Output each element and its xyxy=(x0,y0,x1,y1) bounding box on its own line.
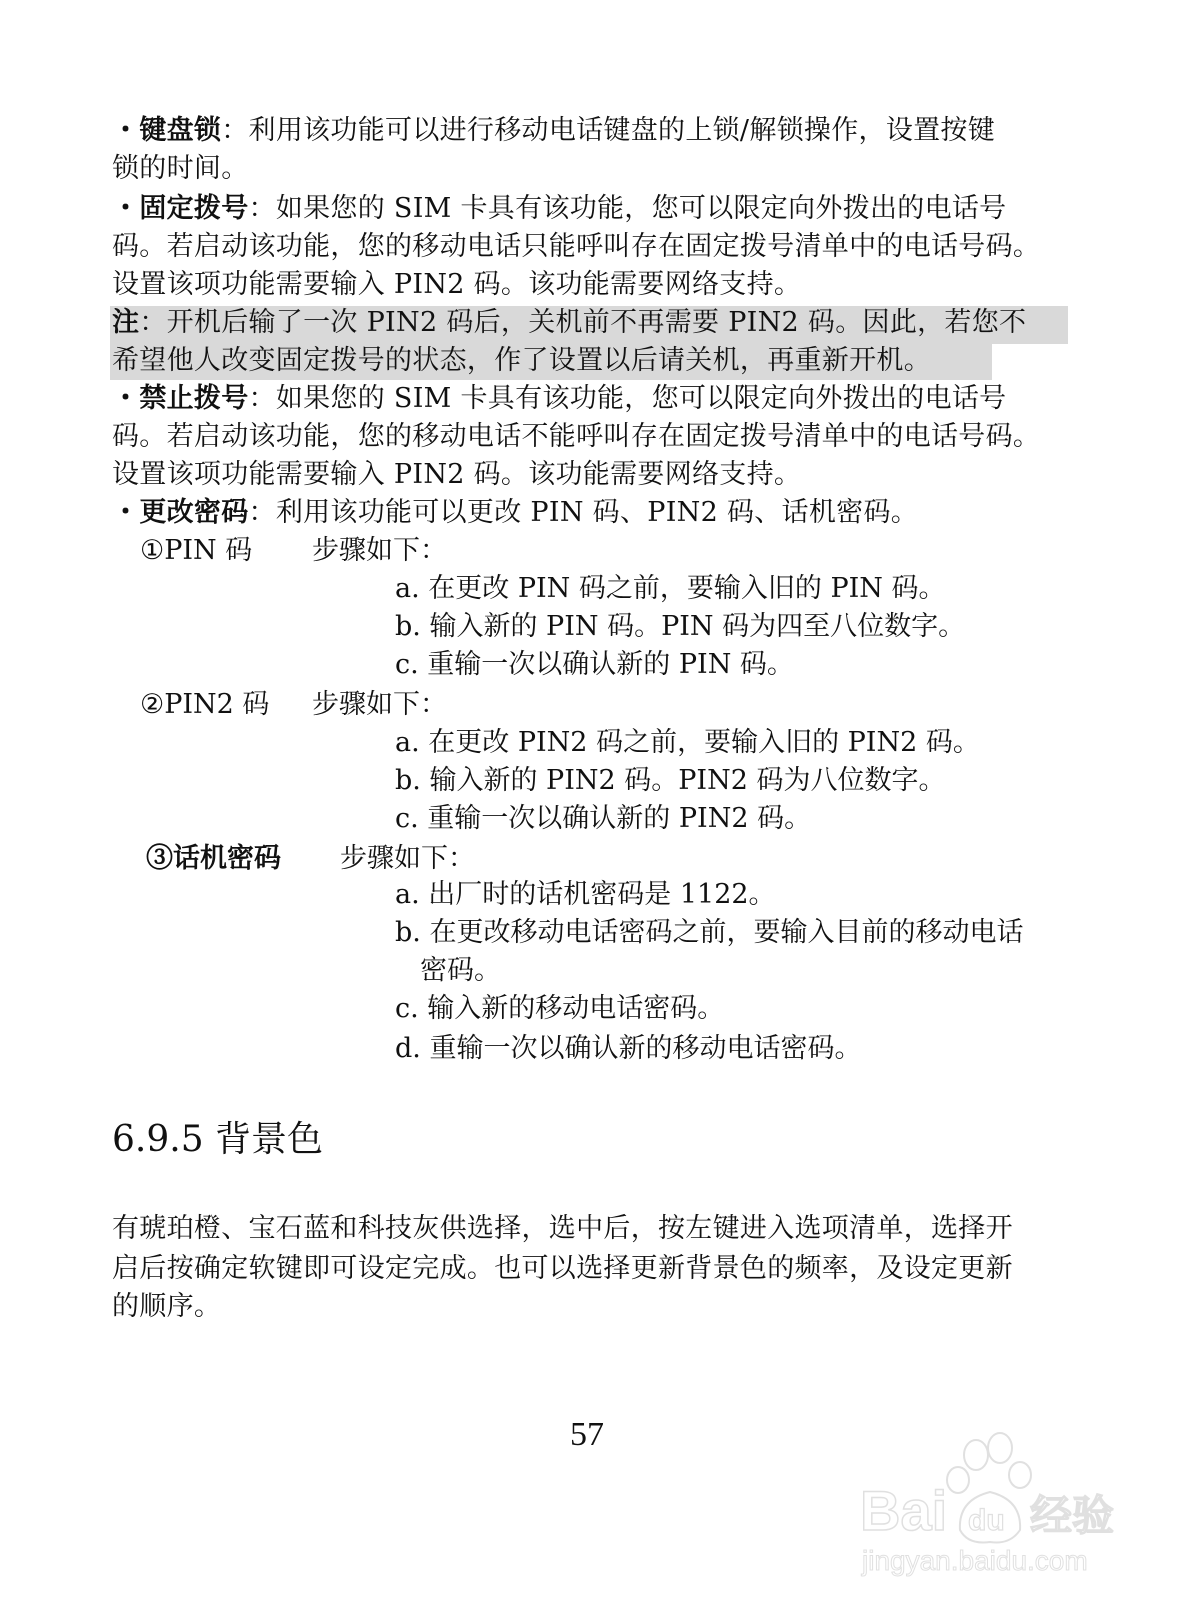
phone-password-step-c: c. 输入新的移动电话密码。 xyxy=(395,993,725,1024)
change-password-line-1 xyxy=(112,494,918,532)
pin2-step-b: b. 输入新的 PIN2 码。PIN2 码为八位数字。 xyxy=(395,765,946,796)
barred-dial-line-2: 码。若启动该功能，您的移动电话不能呼叫存在固定拨号清单中的电话号码。 xyxy=(112,421,1041,452)
section-body-line-3: 的顺序。 xyxy=(112,1291,222,1322)
pin-section-intro: 步骤如下： xyxy=(312,535,447,566)
keylock-desc: ：利用该功能可以进行移动电话键盘的上锁/解锁操作，设置按键 xyxy=(221,115,996,146)
baidu-jingyan-watermark xyxy=(850,1420,1120,1590)
change-password-term: 更改密码 xyxy=(139,497,249,528)
bullet: ・ xyxy=(112,383,140,414)
keylock-line-1 xyxy=(112,112,995,150)
barred-dial-desc: ：如果您的 SIM 卡具有该功能，您可以限定向外拨出的电话号 xyxy=(248,383,1007,414)
svg-text:经验: 经验 xyxy=(1030,1491,1115,1540)
baidu-paw-icon xyxy=(850,1420,1120,1590)
barred-dial-line-1 xyxy=(112,380,1007,418)
phone-password-section-intro: 步骤如下： xyxy=(340,843,475,874)
pin-step-b: b. 输入新的 PIN 码。PIN 码为四至八位数字。 xyxy=(395,611,966,642)
phone-password-step-b-cont: 密码。 xyxy=(420,955,501,986)
svg-text:jingyan.baidu.com: jingyan.baidu.com xyxy=(862,1545,1088,1576)
bullet: ・ xyxy=(112,115,140,146)
note-line-1 xyxy=(112,304,1026,342)
pin-step-c: c. 重输一次以确认新的 PIN 码。 xyxy=(395,649,794,680)
keylock-line-2: 锁的时间。 xyxy=(112,153,249,184)
phone-password-step-d: d. 重输一次以确认新的移动电话密码。 xyxy=(395,1033,862,1064)
section-body-line-1: 有琥珀橙、宝石蓝和科技灰供选择，选中后，按左键进入选项清单，选择开 xyxy=(112,1213,1013,1244)
phone-password-step-b: b. 在更改移动电话密码之前，要输入目前的移动电话 xyxy=(395,917,1024,948)
keylock-term: 键盘锁 xyxy=(139,115,222,146)
svg-text:du: du xyxy=(968,1504,1005,1537)
pin2-step-a: a. 在更改 PIN2 码之前，要输入旧的 PIN2 码。 xyxy=(395,727,980,758)
note-line-2: 希望他人改变固定拨号的状态，作了设置以后请关机，再重新开机。 xyxy=(112,345,931,376)
pin2-section-label: ②PIN2 码 xyxy=(140,689,270,720)
page-number: 57 xyxy=(570,1416,604,1453)
barred-dial-line-3: 设置该项功能需要输入 PIN2 码。该功能需要网络支持。 xyxy=(112,459,802,490)
pin-step-a: a. 在更改 PIN 码之前，要输入旧的 PIN 码。 xyxy=(395,573,946,604)
fixed-dial-desc: ：如果您的 SIM 卡具有该功能，您可以限定向外拨出的电话号 xyxy=(248,193,1007,224)
bullet: ・ xyxy=(112,497,140,528)
fixed-dial-line-1 xyxy=(112,190,1007,228)
fixed-dial-line-3: 设置该项功能需要输入 PIN2 码。该功能需要网络支持。 xyxy=(112,269,802,300)
change-password-desc: ：利用该功能可以更改 PIN 码、PIN2 码、话机密码。 xyxy=(248,497,919,528)
section-heading: 6.9.5 背景色 xyxy=(112,1119,324,1160)
section-body-line-2: 启后按确定软键即可设定完成。也可以选择更新背景色的频率，及设定更新 xyxy=(112,1253,1013,1284)
fixed-dial-line-2: 码。若启动该功能，您的移动电话只能呼叫存在固定拨号清单中的电话号码。 xyxy=(112,231,1041,262)
pin-section-label: ①PIN 码 xyxy=(140,535,253,566)
pin2-step-c: c. 重输一次以确认新的 PIN2 码。 xyxy=(395,803,812,834)
pin2-section-intro: 步骤如下： xyxy=(312,689,447,720)
fixed-dial-term: 固定拨号 xyxy=(139,193,249,224)
phone-password-step-a: a. 出厂时的话机密码是 1122。 xyxy=(395,879,776,910)
note-label: 注 xyxy=(112,307,140,338)
svg-text:Bai: Bai xyxy=(860,1479,948,1542)
barred-dial-term: 禁止拨号 xyxy=(139,383,249,414)
note-text: ：开机后输了一次 PIN2 码后，关机前不再需要 PIN2 码。因此，若您不 xyxy=(139,307,1027,338)
bullet: ・ xyxy=(112,193,140,224)
phone-password-section-label: ③话机密码 xyxy=(146,843,281,874)
